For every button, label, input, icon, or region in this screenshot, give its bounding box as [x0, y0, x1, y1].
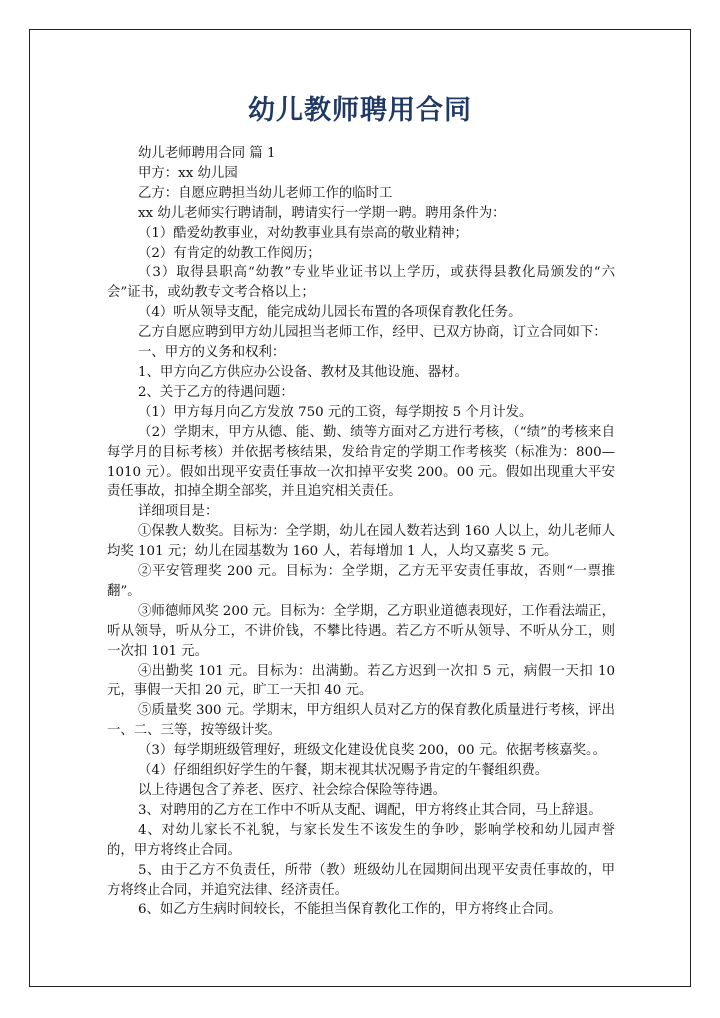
paragraph: （2）有肯定的幼教工作阅历；: [138, 245, 321, 261]
paragraph: 2、关于乙方的待遇问题：: [138, 384, 294, 400]
paragraph: ②平安管理奖 200 元。目标为：全学期，乙方无平安责任事故，否则“一票推翻”。: [107, 564, 615, 599]
paragraph: 详细项目是：: [138, 504, 219, 520]
document-body: [107, 144, 615, 920]
paragraph: （3）每学期班级管理好，班级文化建设优良奖 200，00 元。依据考核嘉奖。。: [138, 743, 607, 759]
paragraph: ①保教人数奖。目标为：全学期，幼儿在园人数若达到 160 人以上，幼儿老师人均奖 101 元；幼儿在园基数为 160 人，若每增加 1 人，人均又嘉奖 5 元。: [107, 524, 615, 560]
paragraph: ⑤质量奖 300 元。学期末，甲方组织人员对乙方的保育教化质量进行考核，评出一、二、三等，按等级计奖。: [107, 703, 615, 739]
paragraph: （2）学期末，甲方从德、能、勤、绩等方面对乙方进行考核，（“绩”的考核来自每学月的目标考核）并依据考核结果，发给肯定的学期工作考核奖（标准为：800—1010 元）。假如出现平安责任事故一次扣掉平安奖 200。00 元。假如出现重大平安责任事故，扣掉全期全部奖，并且追究相关责任。: [107, 424, 615, 500]
paragraph: 以上待遇包含了养老、医疗、社会综合保险等待遇。: [138, 783, 446, 798]
paragraph: 乙方：自愿应聘担当幼儿老师工作的临时工: [138, 185, 393, 201]
paragraph: （3）取得县职高“幼教”专业毕业证书以上学历，或获得县教化局颁发的“六会”证书，或幼教专文考合格以上；: [107, 265, 615, 301]
paragraph: 4、对幼儿家长不礼貌，与家长发生不该发生的争吵，影响学校和幼儿园声誉的，甲方将终止合同。: [107, 822, 615, 858]
paragraph: 6、如乙方生病时间较长，不能担当保育教化工作的，甲方将终止合同。: [138, 902, 562, 918]
paragraph: ③师德师风奖 200 元。目标为：全学期，乙方职业道德表现好，工作看法端正，听从领导，听从分工，不讲价钱，不攀比待遇。若乙方不听从领导、不听从分工，则一次扣 101 元。: [107, 603, 615, 659]
paragraph: 1、甲方向乙方供应办公设备、教材及其他设施、器材。: [138, 364, 468, 380]
paragraph: 幼儿老师聘用合同 篇 1: [138, 146, 276, 161]
paragraph: 一、甲方的义务和权利：: [138, 345, 286, 361]
paragraph: 甲方：xx 幼儿园: [138, 165, 238, 181]
paragraph: （4）听从领导支配，能完成幼儿园长布置的各项保育教化任务。: [138, 305, 522, 321]
document-title: 幼儿教师聘用合同: [248, 95, 472, 126]
paragraph: （1）酷爱幼教事业，对幼教事业具有崇高的敬业精神；: [138, 225, 468, 241]
paragraph: xx 幼儿老师实行聘请制，聘请实行一学期一聘。聘用条件为：: [138, 205, 506, 221]
paragraph: 5、由于乙方不负责任，所带（教）班级幼儿在园期间出现平安责任事故的，甲方将终止合同，并追究法律、经济责任。: [107, 862, 615, 898]
paragraph: （4）仔细组织好学生的午餐，期末视其状况赐予肯定的午餐组织费。: [138, 763, 549, 779]
paragraph: 3、对聘用的乙方在工作中不听从支配、调配，甲方将终止其合同，马上辞退。: [138, 802, 602, 818]
paragraph: ④出勤奖 101 元。目标为：出满勤。若乙方迟到一次扣 5 元，病假一天扣 10 元，事假一天扣 20 元，旷工一天扣 40 元。: [107, 663, 615, 699]
paragraph: （1）甲方每月向乙方发放 750 元的工资，每学期按 5 个月计发。: [138, 404, 533, 420]
paragraph: 乙方自愿应聘到甲方幼儿园担当老师工作，经甲、已双方协商，订立合同如下：: [138, 325, 607, 341]
